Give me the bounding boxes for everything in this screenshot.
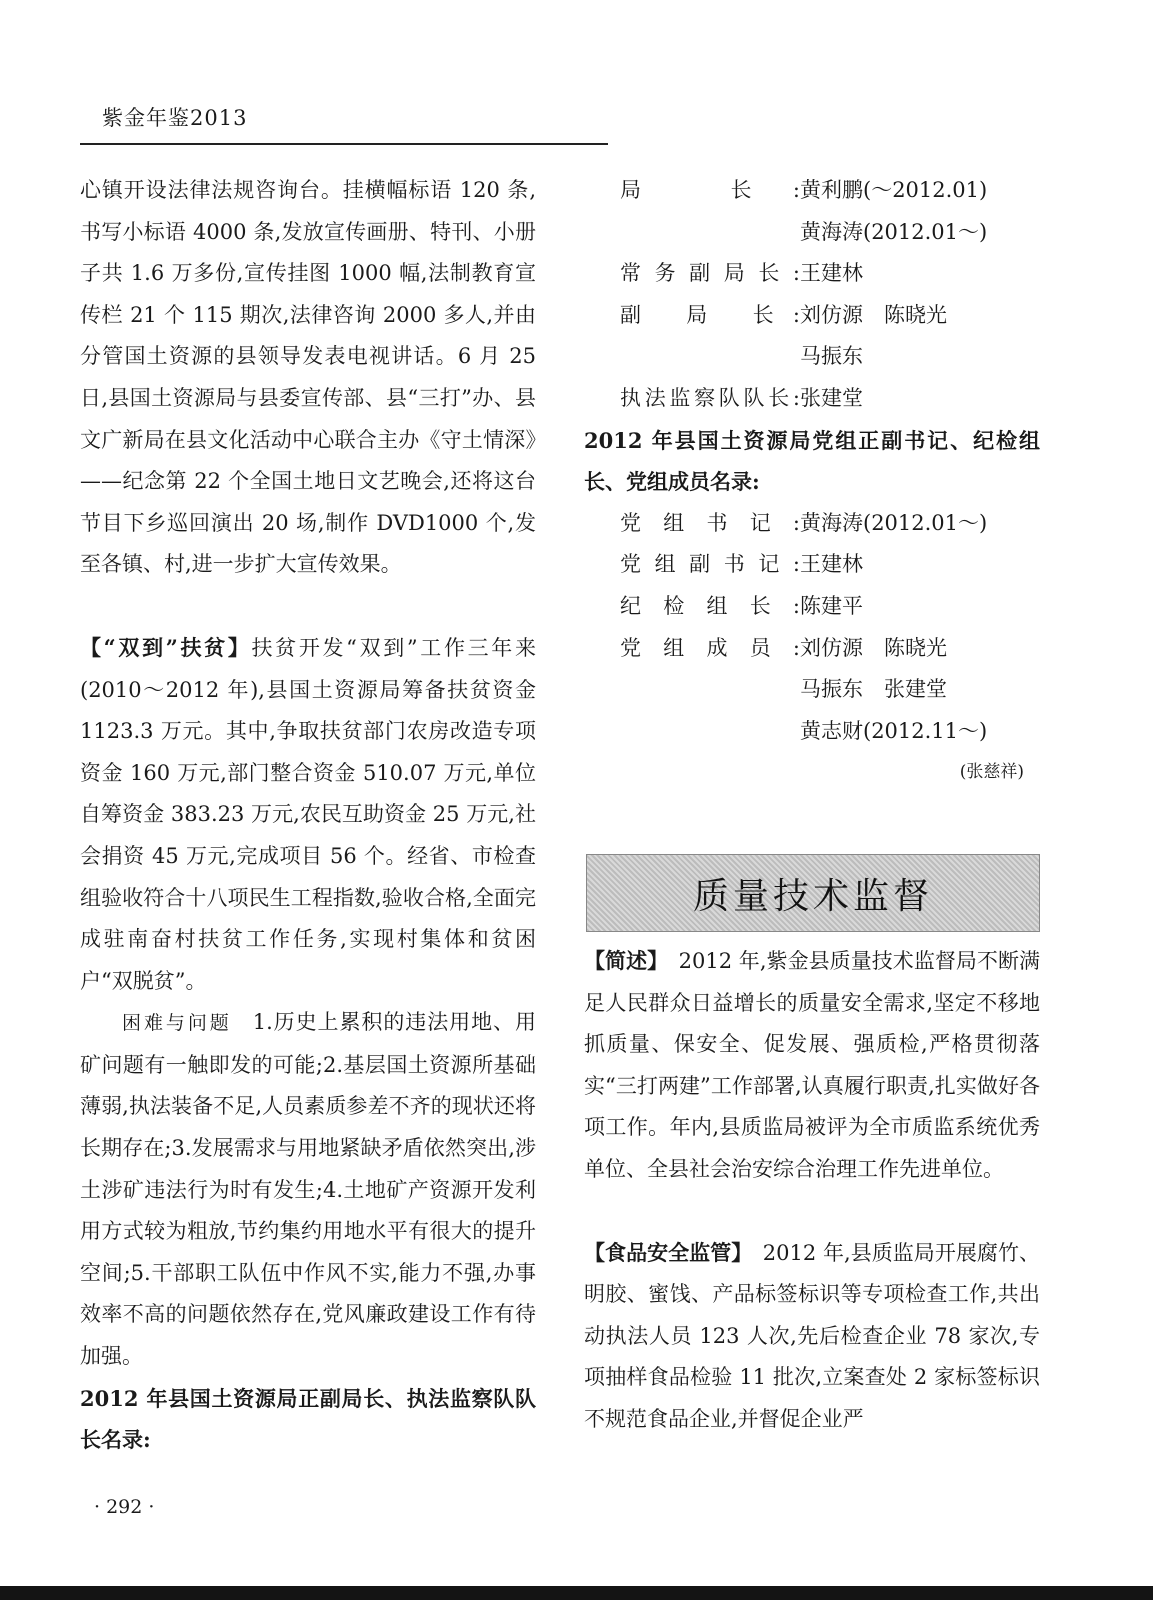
problems-body: 1.历史上累积的违法用地、用矿问题有一触即发的可能;2.基层国土资源所基础薄弱,执法装备不足,人员素质参差不齐的现状还将长期存在;3.发展需求与用地紧缺矛盾依然突出,涉土涉矿违法行为时有发生;4.土地矿产资源开发利用方式较为粗放,节约集约用地水平有很大的提升空间;5.干部职工队伍中作风不实,能力不强,办事效率不高的问题依然存在,党风廉政建设工作有待加强。 (80, 1010, 536, 1369)
poverty-body: 扶贫开发“双到”工作三年来(2010～2012 年),县国土资源局筹备扶贫资金 1123.3 万元。其中,争取扶贫部门农房改造专项资金 160 万元,部门整合资金 510.07 万元,单位自筹资金 383.23 万元,农民互助资金 25 万元,社会捐资 45 万元,完成项目 56 个。经省、市检查组验收符合十八项民生工程指数,验收合格,全面完成驻南奋村扶贫工作任务,实现村集体和贫困户“双脱贫”。 (80, 635, 536, 993)
roster-value: 张建堂 (800, 385, 863, 410)
section-banner (586, 854, 1040, 932)
running-header: 紫金年鉴2013 (102, 106, 248, 130)
right-column (584, 170, 1040, 794)
party-label: 党组成员: (620, 635, 800, 660)
author-signature: (张慈祥) (959, 762, 1024, 783)
intro-paragraph: 心镇开设法律法规咨询台。挂横幅标语 120 条,书写小标语 4000 条,发放宣传画册、特刊、小册子共 1.6 万多份,宣传挂图 1000 幅,法制教育宣传栏 21 个 115 期次,法律咨询 2000 多人,并由分管国土资源的县领导发表电视讲话。6 月 25 日,县国土资源局与县委宣传部、县“三打”办、县文广新局在县文化活动中心联合主办《守土情深》——纪念第 22 个全国土地日文艺晚会,还将这台节目下乡巡回演出 20 场,制作 DVD1000 个,发至各镇、村,进一步扩大宣传效果。 (80, 178, 536, 577)
right-column-lower (584, 940, 1040, 1441)
party-value: 王建林 (800, 552, 863, 577)
roster-value-continued: 黄海涛(2012.01～) (800, 219, 988, 244)
bureau-roster-list (584, 170, 1040, 420)
problems-title: 困难与问题 (122, 1012, 232, 1035)
food-section (584, 1232, 1040, 1441)
poverty-title: 【“双到”扶贫】 (80, 634, 252, 660)
roster-label: 局 长: (620, 178, 800, 202)
roster-value: 黄利鹏(～2012.01) (800, 178, 988, 202)
section-gap (584, 1191, 1040, 1232)
scan-edge (0, 1586, 1153, 1600)
poverty-section (80, 627, 536, 1002)
party-label: 纪检组长: (620, 593, 800, 618)
header-rule (80, 143, 608, 145)
food-title: 【食品安全监管】 (584, 1239, 753, 1265)
overview-title: 【简述】 (584, 948, 669, 973)
party-row (584, 628, 1040, 670)
problems-section (80, 1002, 536, 1377)
roster-label: 执法监察队队长: (620, 385, 800, 410)
page-number: · 292 · (94, 1496, 155, 1518)
party-roster-list (584, 503, 1040, 753)
roster-value-continued: 马振东 (800, 344, 863, 369)
bureau-roster-title: 2012 年县国土资源局正副局长、执法监察队队长名录: (80, 1385, 536, 1453)
party-value-continued: 黄志财(2012.11～) (800, 718, 988, 743)
roster-label: 常务副局长: (620, 261, 800, 286)
roster-row (584, 378, 1040, 420)
roster-label: 副 局 长: (620, 302, 800, 327)
overview-body: 2012 年,紫金县质量技术监督局不断满足人民群众日益增长的质量安全需求,坚定不移地抓质量、保安全、促发展、强质检,严格贯彻落实“三打两建”工作部署,认真履行职责,扎实做好各项工作。年内,县质监局被评为全市质监系统优秀单位、全县社会治安综合治理工作先进单位。 (584, 949, 1041, 1181)
section-gap (80, 586, 536, 627)
left-column (80, 170, 536, 1461)
roster-row (584, 253, 1040, 295)
party-value-continued: 马振东 张建堂 (800, 677, 947, 702)
party-row (584, 586, 1040, 628)
roster-row (584, 295, 1040, 337)
party-row (584, 503, 1040, 545)
party-row (584, 544, 1040, 586)
section-banner-title: 质量技术监督 (692, 875, 933, 917)
roster-row (584, 170, 1040, 212)
food-body: 2012 年,县质监局开展腐竹、明胶、蜜饯、产品标签标识等专项检查工作,共出动执法人员 123 人次,先后检查企业 78 家次,专项抽样食品检验 11 批次,立案查处 2 家标签标识不规范食品企业,并督促企业严 (584, 1240, 1040, 1431)
overview-section (584, 940, 1040, 1191)
party-roster-title: 2012 年县国土资源局党组正副书记、纪检组长、党组成员名录: (584, 427, 1040, 495)
party-value: 黄海涛(2012.01～) (800, 510, 988, 535)
party-label: 党组副书记: (620, 552, 800, 577)
party-label: 党组书记: (620, 510, 800, 535)
party-value: 陈建平 (800, 593, 863, 618)
roster-value: 王建林 (800, 261, 863, 286)
party-value: 刘仿源 陈晓光 (800, 635, 947, 660)
roster-value: 刘仿源 陈晓光 (800, 302, 947, 327)
